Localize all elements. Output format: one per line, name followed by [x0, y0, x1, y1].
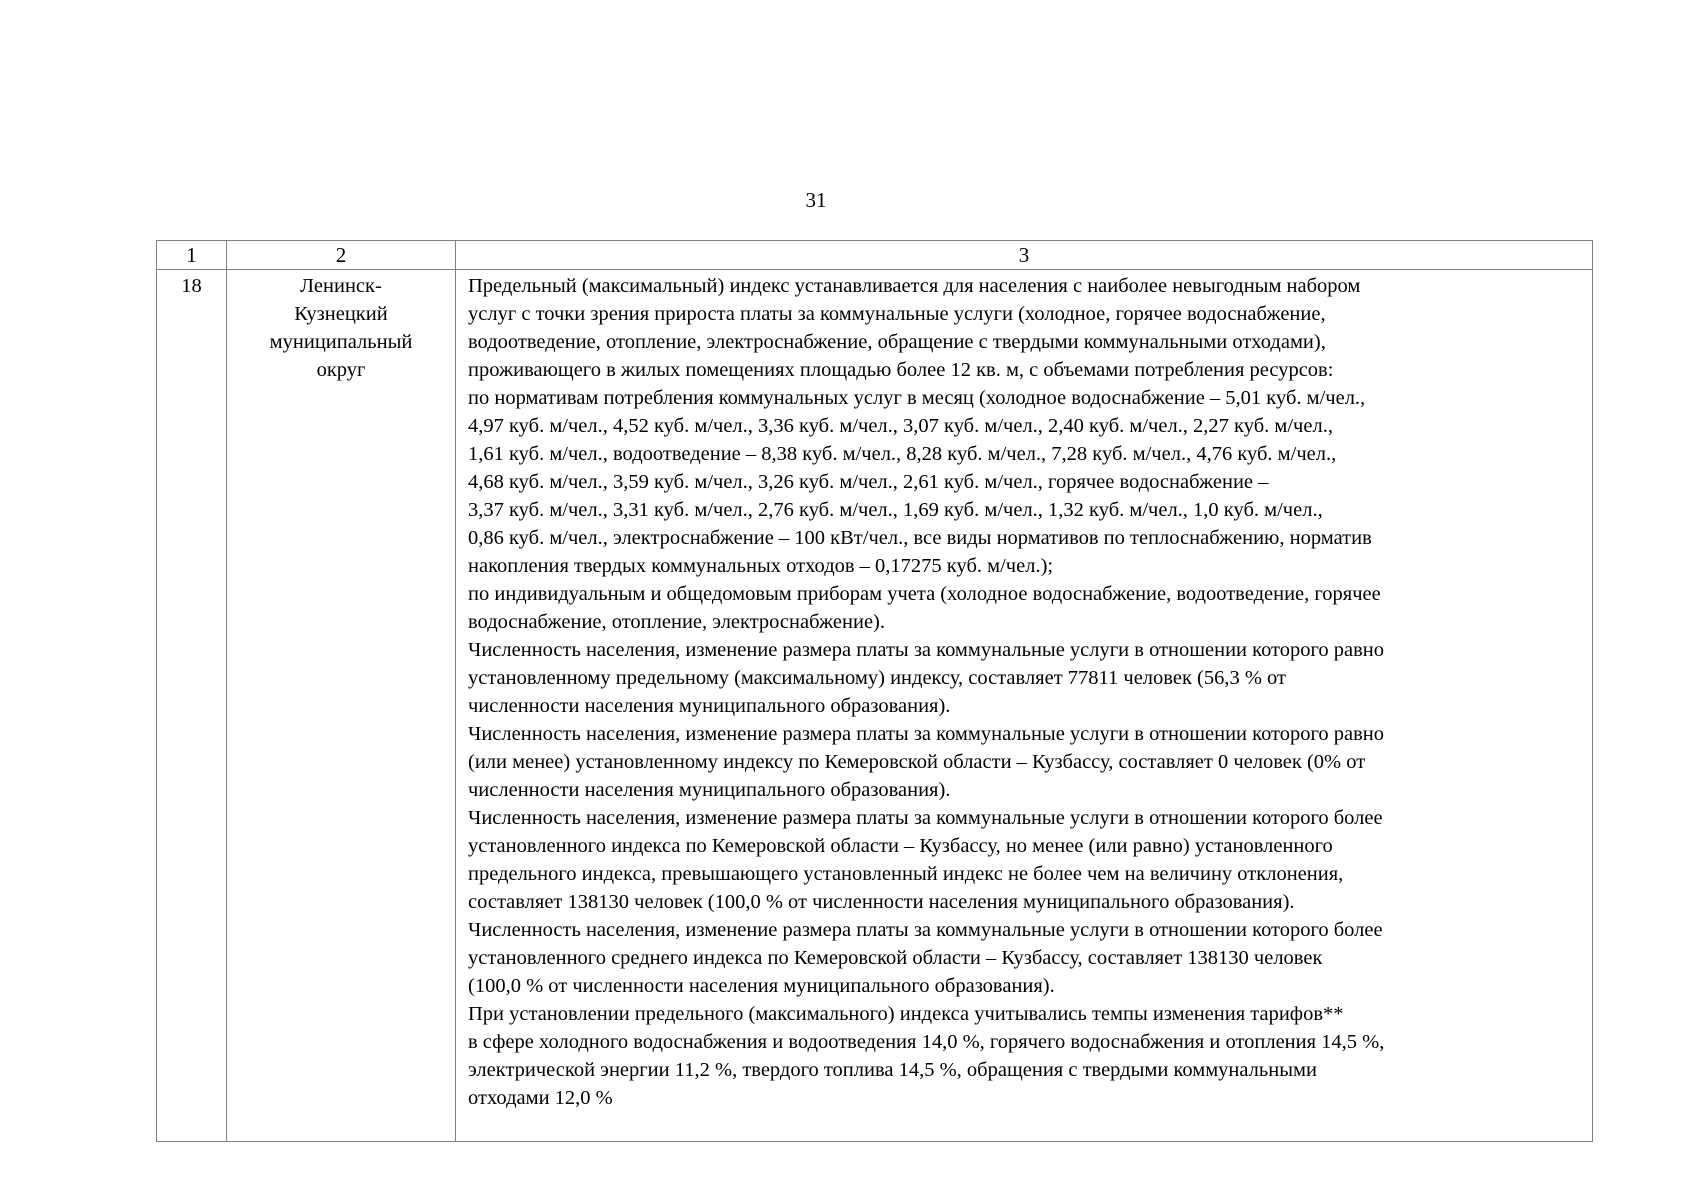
text-line: (100,0 % от численности населения муниципального образования).: [468, 975, 1055, 997]
text-line: Численность населения, изменение размера платы за коммунальные услуги в отношении которого равно: [468, 723, 1385, 745]
text-line: услуг с точки зрения прироста платы за коммунальные услуги (холодное, горячее водоснабжение,: [468, 303, 1326, 325]
header-cell-3: 3: [456, 241, 1593, 270]
text-line: водоснабжение, отопление, электроснабжение).: [468, 611, 886, 633]
header-cell-2: 2: [227, 241, 456, 270]
text-line: электрической энергии 11,2 %, твердого топлива 14,5 %, обращения с твердыми коммунальными: [468, 1059, 1317, 1081]
text-line: в сфере холодного водоснабжения и водоотведения 14,0 %, горячего водоснабжения и отопления 14,5 %,: [468, 1031, 1385, 1053]
text-line: численности населения муниципального образования).: [468, 779, 951, 801]
municipality-name-line: округ: [316, 359, 366, 381]
text-line: установленного среднего индекса по Кемеровской области – Кузбассу, составляет 138130 человек: [468, 947, 1323, 969]
description-text: [456, 270, 1593, 1142]
text-line: проживающего в жилых помещениях площадью более 12 кв. м, с объемами потребления ресурсов:: [468, 359, 1334, 381]
text-line: установленному предельному (максимальному) индексу, составляет 77811 человек (56,3 % от: [468, 667, 1286, 689]
header-cell-1: 1: [157, 241, 227, 270]
text-line: по нормативам потребления коммунальных услуг в месяц (холодное водоснабжение – 5,01 куб. м/чел.,: [468, 387, 1366, 409]
municipality-name: [227, 270, 456, 1142]
text-line: Численность населения, изменение размера платы за коммунальные услуги в отношении которого более: [468, 919, 1383, 941]
text-line: численности населения муниципального образования).: [468, 695, 951, 717]
page-number: 31: [805, 188, 827, 212]
text-line: Численность населения, изменение размера платы за коммунальные услуги в отношении которого равно: [468, 639, 1385, 661]
text-line: 1,61 куб. м/чел., водоотведение – 8,38 куб. м/чел., 8,28 куб. м/чел., 7,28 куб. м/чел., 4,76 куб. м/чел.,: [468, 443, 1337, 465]
table-row: [157, 270, 1593, 1142]
text-line: составляет 138130 человек (100,0 % от численности населения муниципального образования).: [468, 891, 1295, 913]
table-header-row: [157, 241, 1593, 270]
text-line: 4,97 куб. м/чел., 4,52 куб. м/чел., 3,36 куб. м/чел., 3,07 куб. м/чел., 2,40 куб. м/чел., 2,27 куб. м/чел.,: [468, 415, 1333, 437]
text-line: водоотведение, отопление, электроснабжение, обращение с твердыми коммунальными отходами),: [468, 331, 1326, 353]
document-table: [156, 240, 1593, 1142]
municipality-name-line: муниципальный: [269, 331, 413, 353]
text-line: накопления твердых коммунальных отходов – 0,17275 куб. м/чел.);: [468, 555, 1054, 577]
text-line: При установлении предельного (максимального) индекса учитывались темпы изменения тарифов**: [468, 1003, 1344, 1025]
text-line: предельного индекса, превышающего установленный индекс не более чем на величину отклонения,: [468, 863, 1344, 885]
text-line: Численность населения, изменение размера платы за коммунальные услуги в отношении которого более: [468, 807, 1383, 829]
row-number: 18: [157, 270, 227, 1142]
text-line: отходами 12,0 %: [468, 1087, 613, 1109]
text-line: 4,68 куб. м/чел., 3,59 куб. м/чел., 3,26 куб. м/чел., 2,61 куб. м/чел., горячее водоснабжение –: [468, 471, 1269, 493]
municipality-name-line: Ленинск-: [300, 275, 382, 297]
text-line: Предельный (максимальный) индекс устанавливается для населения с наиболее невыгодным набором: [468, 275, 1361, 297]
text-line: (или менее) установленному индексу по Кемеровской области – Кузбассу, составляет 0 человек (0% от: [468, 751, 1366, 773]
text-line: 0,86 куб. м/чел., электроснабжение – 100 кВт/чел., все виды нормативов по теплоснабжению, норматив: [468, 527, 1372, 549]
text-line: 3,37 куб. м/чел., 3,31 куб. м/чел., 2,76 куб. м/чел., 1,69 куб. м/чел., 1,32 куб. м/чел., 1,0 куб. м/чел.,: [468, 499, 1323, 521]
text-line: установленного индекса по Кемеровской области – Кузбассу, но менее (или равно) установленного: [468, 835, 1333, 857]
text-line: по индивидуальным и общедомовым приборам учета (холодное водоснабжение, водоотведение, горячее: [468, 583, 1381, 605]
municipality-name-line: Кузнецкий: [294, 303, 388, 325]
